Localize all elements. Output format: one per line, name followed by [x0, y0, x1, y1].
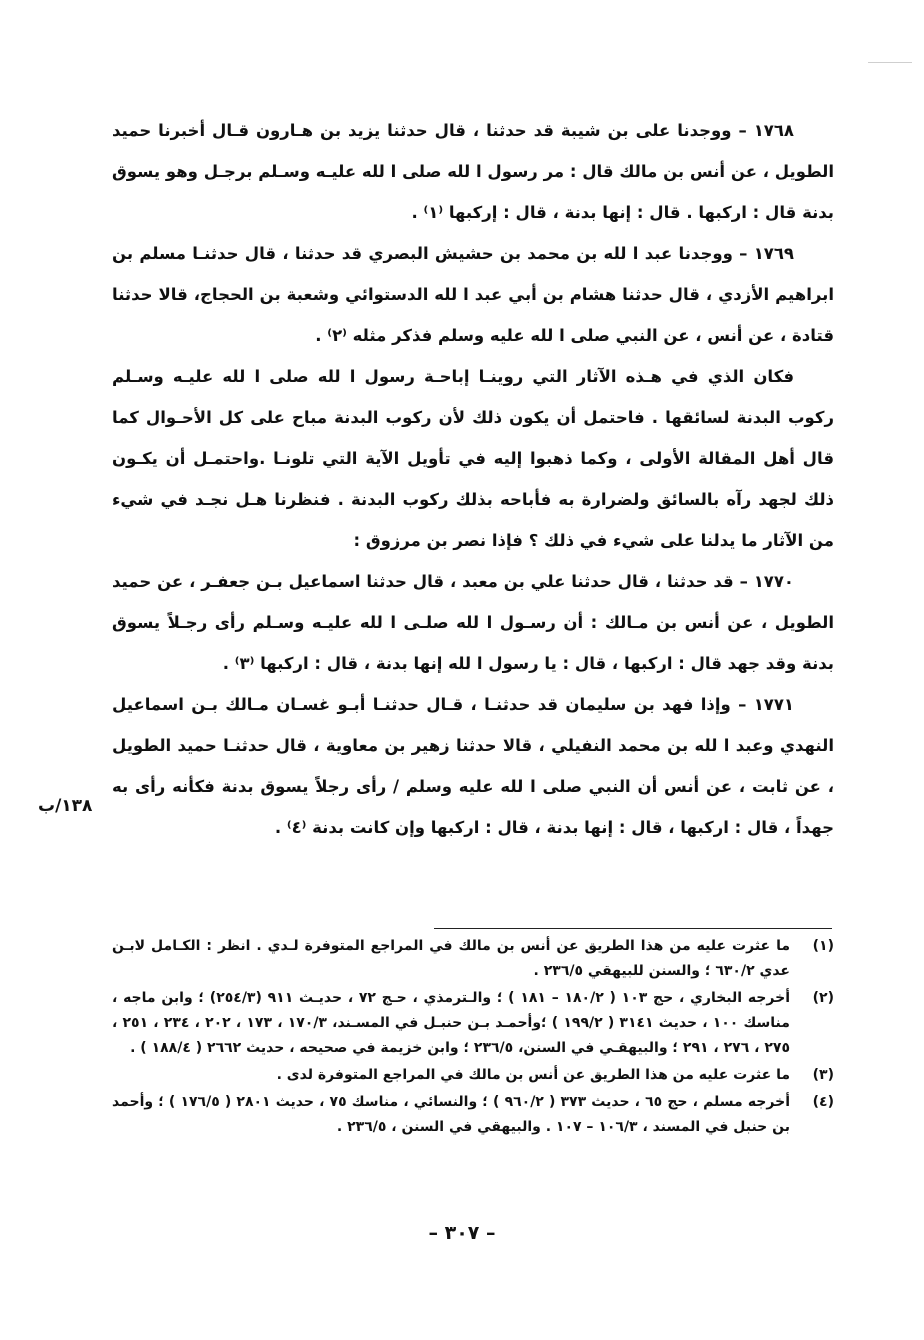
footnote-separator [434, 928, 832, 929]
footnote-2 [112, 986, 834, 1061]
footnote-number: (٤) [812, 1094, 834, 1110]
hadith-1770: ١٧٧٠ – قد حدثنا ، قال حدثنا علي بن معبد ، قال حدثنا اسماعيل بـن جعفـر ، عن حميد الطويل ، عن أنس بن مـالك : أن رسـول ا لله صلـى ا لله عليـه وسـلم رأى رجـلاً يسوق بدنة وقد جهد قال : اركبها ، قال : يا رسول ا لله إنها بدنة ، قال : اركبها ⁽٣⁾ . [112, 572, 834, 673]
footnote-text: أخرجه البخاري ، حج ١٠٣ ( ١٨٠/٢ – ١٨١ ) ؛ والـترمذي ، حـج ٧٢ ، حديـث ٩١١ (٢٥٤/٣) ؛ وابن ماجه ، مناسك ١٠٠ ، حديث ٣١٤١ ( ١٩٩/٢ ) ؛وأحمـد بـن حنبـل في المسـند، ١٧٠/٣ ، ١٧٣ ، ٢٠٢ ، ٢٣٤ ، ٢٥١ ، ٢٧٥ ، ٢٧٦ ، ٢٩١ ؛ والبيهقـي في السنن، ٢٣٦/٥ ؛ وابن خزيمة في صحيحه ، حديث ٢٦٦٢ ( ١٨٨/٤ ) . [112, 990, 790, 1056]
footnote-4 [112, 1090, 834, 1140]
footnote-number: (٢) [812, 990, 834, 1006]
commentary-paragraph: فكان الذي في هـذه الآثار التي روينـا إباحـة رسول ا لله صلى ا لله عليـه وسـلم ركوب البدنة لسائقها . فاحتمل أن يكون ذلك لأن ركوب البدنة مباح على كل الأحـوال كما قال أهل المقالة الأولى ، وكما ذهبوا إليه في تأويل الآية التي تلونـا .واحتمـل أن يكـون ذلك لجهد رآه بالسائق ولضرارة به فأباحه بذلك ركوب البدنة . فنظرنا هـل نجـد في شيء من الآثار ما يدلنا على شيء في ذلك ؟ فإذا نصر بن مرزوق : [112, 367, 834, 550]
footnote-1 [112, 934, 834, 984]
hadith-1768: ١٧٦٨ – ووجدنا على بن شيبة قد حدثنا ، قال حدثنا يزيد بن هـارون قـال أخبرنا حميد الطويل ، عن أنس بن مالك قال : مر رسول ا لله صلى ا لله عليـه وسـلم برجـل وهو يسوق بدنة قال : اركبها . قال : إنها بدنة ، قال : إركبها ⁽١⁾ . [112, 121, 834, 222]
manuscript-folio-note: ١٣٨/ب [38, 796, 93, 816]
hadith-1769: ١٧٦٩ – ووجدنا عبد ا لله بن محمد بن حشيش البصري قد حدثنا ، قال حدثنـا مسلم بن ابراهيم الأزدي ، قال حدثنا هشام بن أبي عبد ا لله الدستوائي وشعبة بن الحجاج، قالا حدثنا قتادة ، عن أنس ، عن النبي صلى ا لله عليه وسلم فذكر مثله ⁽٢⁾ . [112, 244, 834, 345]
main-text [112, 110, 834, 848]
footnote-text: أخرجه مسلم ، حج ٦٥ ، حديث ٣٧٣ ( ٩٦٠/٢ ) ؛ والنسائي ، مناسك ٧٥ ، حديث ٢٨٠١ ( ١٧٦/٥ ) ؛ وأحمد بن حنبل في المسند ، ١٠٦/٣ – ١٠٧ . والبيهقي في السنن ، ٢٣٦/٥ . [112, 1094, 790, 1135]
footnote-3 [112, 1063, 834, 1088]
hadith-1771: ١٧٧١ – وإذا فهد بن سليمان قد حدثنـا ، قـال حدثنـا أبـو غسـان مـالك بـن اسماعيل النهدي وعبد ا لله بن محمد النفيلي ، قالا حدثنا زهير بن معاوية ، قال حدثنـا حميد الطويل ، عن ثابت ، عن أنس أن النبي صلى ا لله عليه وسلم / رأى رجلاً يسوق بدنة فكأنه رأى به جهداً ، قال : اركبها ، قال : إنها بدنة ، قال : اركبها وإن كانت بدنة ⁽٤⁾ . [112, 695, 834, 837]
scan-artifact-line [868, 62, 912, 63]
footnote-text: ما عثرت عليه من هذا الطريق عن أنس بن مالك في المراجع المتوفرة لدى . [276, 1067, 790, 1083]
footnote-number: (١) [812, 938, 834, 954]
page-number: – ٣٠٧ – [428, 1222, 496, 1244]
footnote-number: (٣) [812, 1067, 834, 1083]
footnotes [112, 934, 834, 1142]
footnote-text: ما عثرت عليه من هذا الطريق عن أنس بن مالك في المراجع المتوفرة لـدي . انظر : الكـامل لابـن عدي ٦٣٠/٢ ؛ والسنن للبيهقي ٢٣٦/٥ . [112, 938, 790, 979]
